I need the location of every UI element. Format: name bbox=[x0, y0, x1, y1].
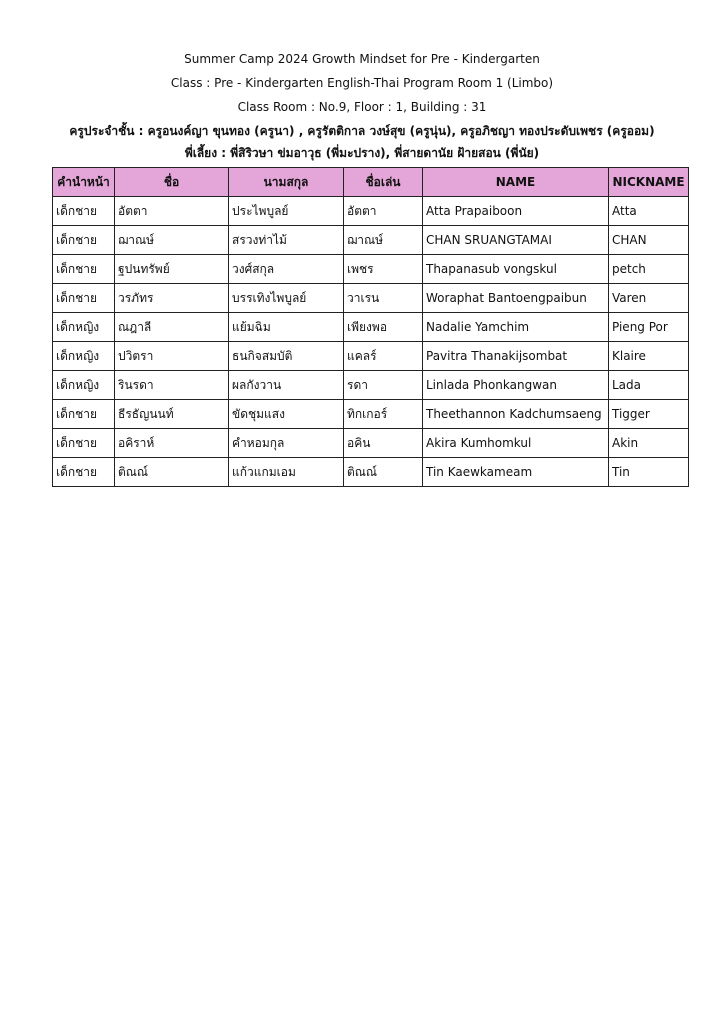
cell-last-name: ขัดชุมแสง bbox=[229, 400, 344, 429]
cell-name: Pavitra Thanakijsombat bbox=[423, 342, 609, 371]
document-title: Summer Camp 2024 Growth Mindset for Pre - Kindergarten bbox=[184, 52, 540, 66]
column-header-last-name: นามสกุล bbox=[229, 168, 344, 197]
cell-name: Nadalie Yamchim bbox=[423, 313, 609, 342]
cell-nickname-thai: รดา bbox=[344, 371, 423, 400]
cell-nickname-thai: ทิกเกอร์ bbox=[344, 400, 423, 429]
cell-last-name: ธนกิจสมบัติ bbox=[229, 342, 344, 371]
cell-prefix: เด็กชาย bbox=[53, 255, 115, 284]
table-header-row bbox=[53, 168, 689, 197]
table-row bbox=[53, 429, 689, 458]
cell-last-name: แย้มฉิม bbox=[229, 313, 344, 342]
cell-name: Thapanasub vongskul bbox=[423, 255, 609, 284]
teachers-line: ครูประจำชั้น : ครูอนงค์ญา ขุนทอง (ครูนา) , ครูรัตติกาล วงษ์สุข (ครูนุ่น), ครูอภิชญา ทองประดับเพชร (ครูออม) bbox=[69, 124, 655, 138]
cell-nickname: Pieng Por bbox=[609, 313, 689, 342]
table-row bbox=[53, 197, 689, 226]
cell-name: Atta Prapaiboon bbox=[423, 197, 609, 226]
caretakers-line: พี่เลี้ยง : พี่สิริวษา ข่มอาวุธ (พี่มะปราง), พี่สายดานัย ฝ้ายสอน (พี่นัย) bbox=[184, 146, 540, 160]
student-roster-table bbox=[52, 167, 689, 487]
cell-name: Theethannon Kadchumsaeng bbox=[423, 400, 609, 429]
cell-first-name: ปวิตรา bbox=[115, 342, 229, 371]
cell-name: CHAN SRUANGTAMAI bbox=[423, 226, 609, 255]
cell-last-name: คำหอมกุล bbox=[229, 429, 344, 458]
cell-nickname: Lada bbox=[609, 371, 689, 400]
cell-first-name: อัตตา bbox=[115, 197, 229, 226]
cell-name: Tin Kaewkameam bbox=[423, 458, 609, 487]
column-header-first-name: ชื่อ bbox=[115, 168, 229, 197]
class-line: Class : Pre - Kindergarten English-Thai Program Room 1 (Limbo) bbox=[170, 76, 554, 90]
cell-first-name: รินรดา bbox=[115, 371, 229, 400]
cell-last-name: สรวงท่าไม้ bbox=[229, 226, 344, 255]
cell-first-name: อคิราห์ bbox=[115, 429, 229, 458]
cell-last-name: บรรเทิงไพบูลย์ bbox=[229, 284, 344, 313]
cell-nickname-thai: เพชร bbox=[344, 255, 423, 284]
cell-prefix: เด็กชาย bbox=[53, 400, 115, 429]
cell-prefix: เด็กชาย bbox=[53, 429, 115, 458]
cell-prefix: เด็กหญิง bbox=[53, 371, 115, 400]
column-header-nickname: NICKNAME bbox=[609, 168, 689, 197]
cell-nickname: Varen bbox=[609, 284, 689, 313]
cell-first-name: ธีรธัญนนท์ bbox=[115, 400, 229, 429]
classroom-line: Class Room : No.9, Floor : 1, Building : 31 bbox=[237, 100, 487, 114]
table-row bbox=[53, 458, 689, 487]
table-row bbox=[53, 284, 689, 313]
table-row bbox=[53, 226, 689, 255]
table-row bbox=[53, 255, 689, 284]
cell-prefix: เด็กชาย bbox=[53, 458, 115, 487]
cell-first-name: วรภัทร bbox=[115, 284, 229, 313]
cell-nickname: Tin bbox=[609, 458, 689, 487]
cell-last-name: แก้วแกมเอม bbox=[229, 458, 344, 487]
cell-prefix: เด็กชาย bbox=[53, 197, 115, 226]
cell-nickname-thai: วาเรน bbox=[344, 284, 423, 313]
cell-prefix: เด็กหญิง bbox=[53, 313, 115, 342]
cell-name: Woraphat Bantoengpaibun bbox=[423, 284, 609, 313]
column-header-name: NAME bbox=[423, 168, 609, 197]
cell-nickname-thai: อัตตา bbox=[344, 197, 423, 226]
cell-nickname-thai: ฌาณษ์ bbox=[344, 226, 423, 255]
cell-first-name: ณฎาลี bbox=[115, 313, 229, 342]
cell-nickname-thai: เพียงพอ bbox=[344, 313, 423, 342]
cell-name: Akira Kumhomkul bbox=[423, 429, 609, 458]
cell-last-name: ผลกังวาน bbox=[229, 371, 344, 400]
cell-nickname: CHAN bbox=[609, 226, 689, 255]
cell-first-name: ติณณ์ bbox=[115, 458, 229, 487]
cell-first-name: ฌาณษ์ bbox=[115, 226, 229, 255]
cell-name: Linlada Phonkangwan bbox=[423, 371, 609, 400]
cell-nickname-thai: อคิน bbox=[344, 429, 423, 458]
table-row bbox=[53, 400, 689, 429]
cell-nickname: Atta bbox=[609, 197, 689, 226]
cell-nickname: petch bbox=[609, 255, 689, 284]
cell-nickname: Klaire bbox=[609, 342, 689, 371]
cell-nickname-thai: ติณณ์ bbox=[344, 458, 423, 487]
cell-nickname-thai: แคลร์ bbox=[344, 342, 423, 371]
cell-nickname: Tigger bbox=[609, 400, 689, 429]
cell-last-name: ประไพบูลย์ bbox=[229, 197, 344, 226]
cell-prefix: เด็กชาย bbox=[53, 284, 115, 313]
cell-prefix: เด็กหญิง bbox=[53, 342, 115, 371]
cell-prefix: เด็กชาย bbox=[53, 226, 115, 255]
cell-last-name: วงศ์สกุล bbox=[229, 255, 344, 284]
table-row bbox=[53, 371, 689, 400]
column-header-nickname-thai: ชื่อเล่น bbox=[344, 168, 423, 197]
cell-first-name: ฐปนทรัพย์ bbox=[115, 255, 229, 284]
column-header-prefix: คำนำหน้า bbox=[53, 168, 115, 197]
table-row bbox=[53, 342, 689, 371]
table-row bbox=[53, 313, 689, 342]
cell-nickname: Akin bbox=[609, 429, 689, 458]
